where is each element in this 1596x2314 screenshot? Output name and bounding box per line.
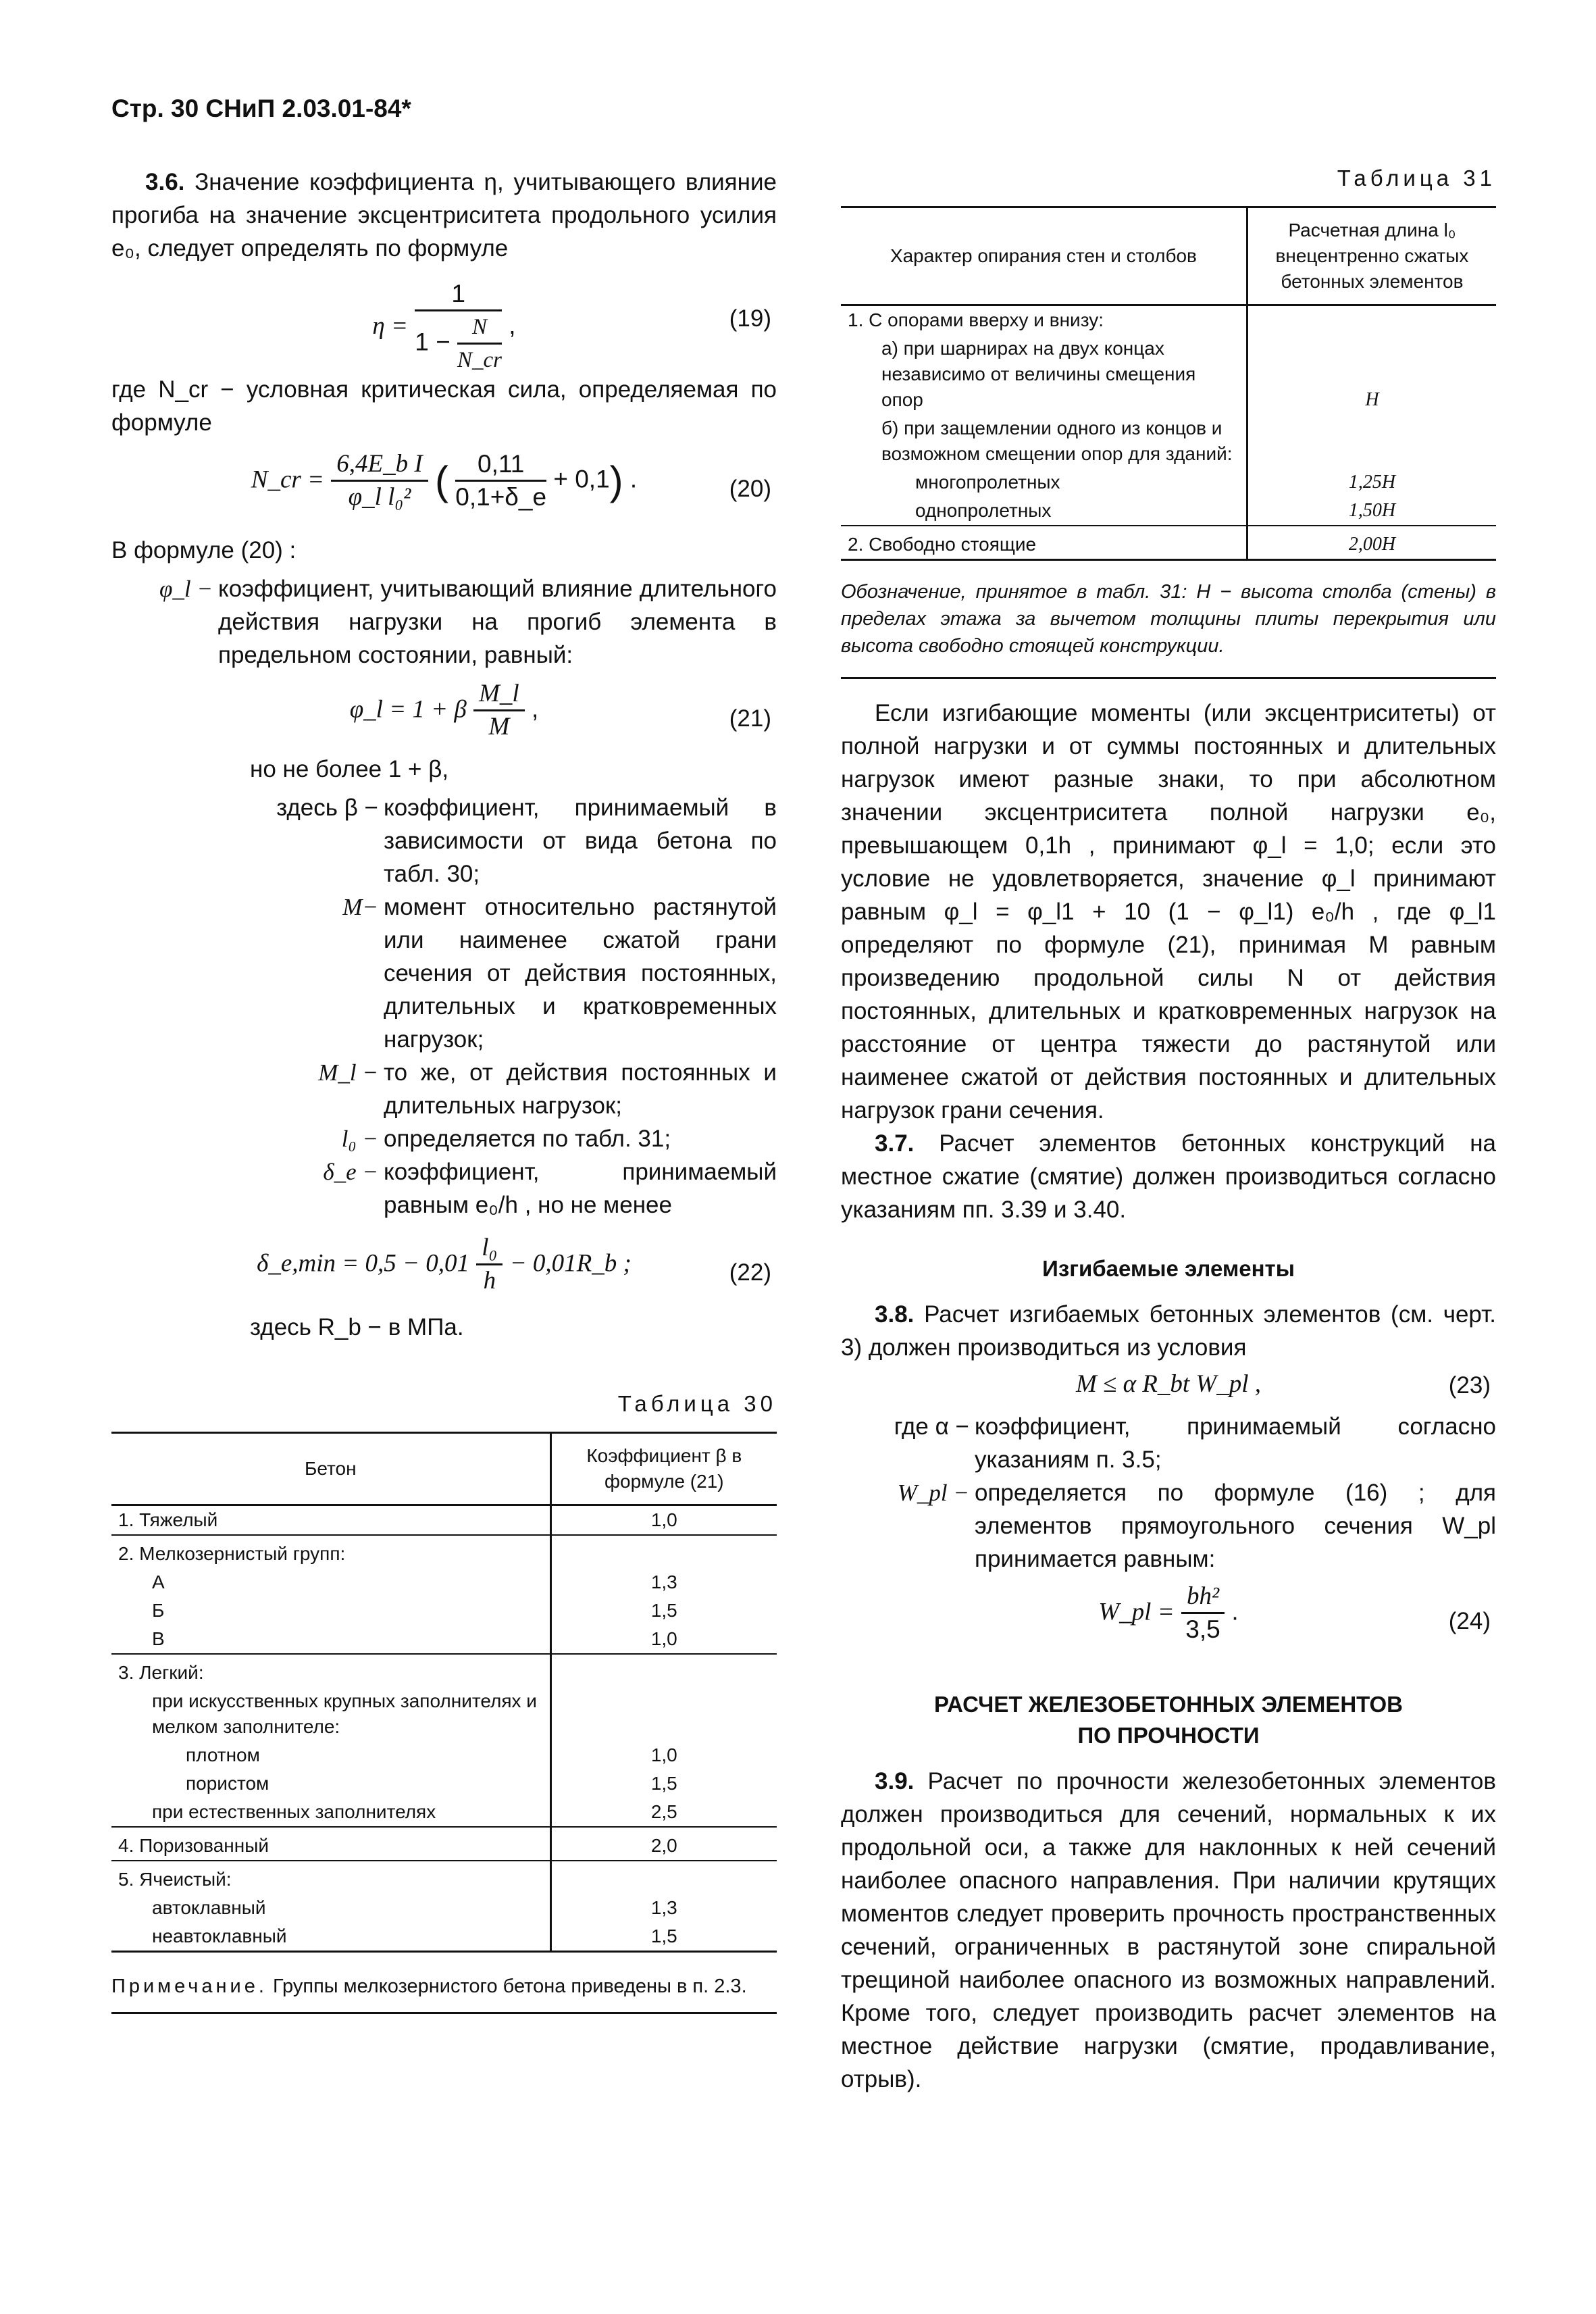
table-cell-value: 1,5: [550, 1922, 777, 1952]
inner-denominator: N_cr: [457, 348, 503, 372]
table-31: [841, 206, 1496, 561]
formula-lhs: δ_e,min = 0,5 − 0,01: [257, 1249, 469, 1278]
def-symbol: W_pl −: [897, 1480, 969, 1506]
divider: [111, 2012, 777, 2014]
table-cell-label: 5. Ячеистый:: [111, 1861, 550, 1894]
table-row: [111, 1535, 777, 1568]
numerator: 1: [415, 278, 502, 311]
def-description: коэффициент, принимаемый в зависимости от вида бетона по табл. 30;: [384, 795, 777, 887]
paragraph-3-8: [841, 1298, 1496, 1364]
formula-tail: ,: [509, 311, 516, 339]
rb-note: здесь R_b − в МПа.: [250, 1314, 464, 1340]
table-row: [111, 1625, 777, 1654]
table-row: [111, 1654, 777, 1687]
clause-text: Расчет по прочности железобетонных элементов должен производиться для сечений, нормальных к их продольной оси, а также для наклонных к ней сечений наиболее опасного направления. При наличии крутящих моментов следует проверить прочность пространственных сечений, ограниченных в растянутой зоне спиральной трещиной наиболее опасного из возможных направлений. Кроме того, следует производить расчет элементов на местное действие нагрузки (смятие, продавливание, отрыв).: [841, 1768, 1496, 2092]
table-31-note: Обозначение, принятое в табл. 31: H − высота столба (стены) в пределах этажа за вычетом толщины плиты перекрытия или высота свободно стоящей конструкции.: [841, 581, 1496, 657]
numerator: l₀: [476, 1232, 503, 1265]
table-cell-value: [550, 1535, 777, 1568]
clause-text: Расчет элементов бетонных конструкций на местное сжатие (смятие) должен производиться согласно указаниям пп. 3.39 и 3.40.: [841, 1130, 1496, 1223]
table-cell-value: 1,0: [550, 1505, 777, 1536]
table-header: Бетон: [111, 1433, 550, 1505]
table-cell-label: однопролетных: [915, 500, 1052, 521]
clause-text: Значение коэффициента η, учитывающего влияние прогиба на значение эксцентриситета продольного усилия e₀, следует определять по формуле: [111, 169, 777, 261]
formula-number: (23): [1448, 1372, 1491, 1399]
numerator: 6,4E_b I: [331, 449, 428, 482]
table-cell-label: при искусственных крупных заполнителях и мелком заполнителе:: [152, 1690, 537, 1737]
def-phi-l: [111, 572, 777, 672]
clause-number: 3.8.: [875, 1301, 915, 1328]
formula-number: (22): [729, 1259, 771, 1286]
page-header: Стр. 30 СНиП 2.03.01-84*: [111, 95, 411, 122]
table-cell-value: [550, 1687, 777, 1741]
formula-rest: + 0,1: [553, 465, 610, 493]
formula-24: [841, 1581, 1496, 1655]
formula-body: M ≤ α R_bt W_pl ,: [1075, 1370, 1262, 1398]
table-row: [111, 1505, 777, 1536]
table-row: [111, 1687, 777, 1741]
table-31-caption: Таблица 31: [1337, 166, 1496, 191]
table-cell-value: 1,0: [550, 1625, 777, 1654]
def-symbol: l₀ −: [341, 1126, 378, 1152]
formula-lhs: N_cr =: [251, 466, 324, 494]
def-description: то же, от действия постоянных и длительных нагрузок;: [384, 1059, 777, 1119]
table-row: [111, 1922, 777, 1952]
formula-lhs: φ_l = 1 + β: [349, 695, 467, 724]
formula-23: [841, 1364, 1496, 1405]
formula-21: [111, 678, 777, 753]
inner-numerator: N: [457, 311, 502, 345]
table-header: Коэффициент β в формуле (21): [550, 1433, 777, 1505]
numerator: M_l: [473, 678, 525, 711]
table-cell-label: 3. Легкий:: [111, 1654, 550, 1687]
table-cell-label: В: [152, 1628, 165, 1649]
fraction: [331, 449, 428, 513]
fraction-inner: [455, 449, 546, 513]
table-cell-label: б) при защемлении одного из концов и возможном смещении опор для зданий:: [881, 418, 1233, 464]
table-body: [841, 305, 1496, 560]
table-cell-value: 1,50H: [1247, 497, 1496, 526]
table-cell-value: 1,25H: [1247, 468, 1496, 497]
def-description: момент относительно растянутой или наименее сжатой грани сечения от действия постоянных, длительных и кратковременных нагрузок;: [384, 894, 777, 1053]
table-cell-label: 1. С опорами вверху и внизу:: [848, 309, 1104, 330]
table-cell-label: А: [152, 1571, 165, 1592]
divider: [841, 677, 1496, 679]
table-row: [841, 305, 1496, 335]
fraction: [476, 1232, 503, 1297]
formula-number: (19): [729, 305, 771, 332]
def-symbol: M−: [342, 894, 378, 920]
paragraph-3-9: [841, 1765, 1496, 2096]
table-30-caption: Таблица 30: [617, 1391, 777, 1416]
def-description: коэффициент, принимаемый равным e₀/h , но не менее: [384, 1159, 777, 1218]
table-cell-value: 1,5: [550, 1596, 777, 1625]
table-cell-label: неавтоклавный: [111, 1922, 550, 1952]
table-cell-value: 2,5: [550, 1798, 777, 1827]
formula-tail: ,: [532, 695, 539, 723]
table-row: [111, 1894, 777, 1922]
table-cell-label: а) при шарнирах на двух концах независимо от величины смещения опор: [881, 338, 1196, 410]
table-row: [841, 414, 1496, 468]
section-heading: Изгибаемые элементы: [1042, 1256, 1295, 1281]
clause-number: 3.7.: [875, 1130, 915, 1157]
def-symbol: где α −: [894, 1413, 969, 1440]
def-description: коэффициент, принимаемый согласно указаниям п. 3.5;: [975, 1413, 1496, 1473]
def-symbol: здесь β −: [276, 795, 378, 821]
table-cell-value: 1,3: [550, 1894, 777, 1922]
table-cell-value: [1247, 305, 1496, 335]
def-ml: [111, 1056, 777, 1122]
denominator: M: [488, 713, 510, 740]
paragraph-moments: Если изгибающие моменты (или эксцентриситеты) от полной нагрузки и от суммы постоянных и длительных нагрузок имеют разные знаки, то при абсолютном значении эксцентриситета полной нагрузки e₀, превышающем 0,1h , принимают φ_l = 1,0; если это условие не удовлетворяется, значение φ_l принимают равным φ_l = φ_l1 + 10 (1 − φ_l1) e₀/h , где φ_l1 определяют по формуле (21), принимая M равным произведению продольной силы N от действия постоянных, длительных и кратковременных нагрузок на расстояние от центра тяжести до растянутой или наименее сжатой от действия постоянных и длительных нагрузок грани сечения.: [841, 700, 1496, 1124]
table-cell-value: H: [1247, 334, 1496, 414]
table-row: [111, 1769, 777, 1798]
definitions-list: [111, 791, 777, 1222]
denominator: h: [483, 1267, 496, 1294]
table-cell-label: 2. Мелкозернистый групп:: [111, 1535, 550, 1568]
fraction: [1181, 1581, 1225, 1645]
table-row: [841, 334, 1496, 414]
fraction: [473, 678, 525, 743]
close-paren: ): [609, 458, 623, 503]
formula-19: [111, 278, 777, 372]
denominator: φ_l l₀²: [348, 483, 411, 511]
open-paren: (: [435, 458, 448, 503]
section-heading: РАСЧЕТ ЖЕЛЕЗОБЕТОННЫХ ЭЛЕМЕНТОВ ПО ПРОЧНОСТИ: [934, 1692, 1403, 1748]
denominator-prefix: 1 −: [415, 328, 451, 356]
table-cell-value: 2,00H: [1247, 526, 1496, 560]
formula-number: (24): [1448, 1608, 1491, 1634]
table-row: [111, 1568, 777, 1596]
def-beta: [111, 791, 777, 890]
def-symbol: φ_l −: [159, 576, 213, 602]
table-row: [111, 1861, 777, 1894]
definitions-list: [841, 1410, 1496, 1576]
table-cell-value: 1,5: [550, 1769, 777, 1798]
table-30: [111, 1432, 777, 1953]
table-cell-value: [1247, 414, 1496, 468]
note-text: Группы мелкозернистого бетона приведены в п. 2.3.: [272, 1976, 747, 1997]
def-l0: [111, 1122, 777, 1155]
fraction: [415, 278, 502, 376]
table-row: [111, 1741, 777, 1769]
not-more-note: но не более 1 + β,: [250, 756, 449, 782]
table-cell-value: 1,0: [550, 1741, 777, 1769]
numerator: 0,11: [455, 449, 546, 482]
table-row: [841, 468, 1496, 497]
ncr-definition: где N_cr − условная критическая сила, определяемая по формуле: [111, 376, 777, 436]
inner-fraction: [457, 311, 502, 376]
clause-number: 3.9.: [875, 1768, 915, 1794]
table-cell-label: Б: [152, 1600, 165, 1621]
table-cell-label: многопролетных: [915, 472, 1060, 493]
formula-number: (20): [729, 476, 771, 502]
table-row: [111, 1798, 777, 1827]
table-row: [111, 1596, 777, 1625]
paragraph-3-7: [841, 1127, 1496, 1226]
table-cell-label: 4. Поризованный: [111, 1827, 550, 1861]
right-column: [841, 166, 1496, 2096]
note-label: Примечание.: [111, 1976, 267, 1997]
formula-rest: − 0,01R_b ;: [509, 1249, 632, 1278]
denominator: 0,1+δ_e: [455, 483, 547, 511]
left-column: [111, 166, 777, 2032]
table-30-note: [111, 1973, 777, 2000]
def-m: [111, 890, 777, 1056]
def-symbol: M_l −: [318, 1059, 378, 1086]
paragraph-3-6: [111, 166, 777, 265]
table-row: [841, 526, 1496, 560]
numerator: bh²: [1181, 1581, 1225, 1614]
in-formula-20: В формуле (20) :: [111, 537, 297, 563]
def-description: определяется по табл. 31;: [384, 1126, 671, 1152]
table-header: Характер опирания стен и столбов: [841, 207, 1247, 305]
table-cell-label: 2. Свободно стоящие: [841, 526, 1247, 560]
formula-tail: .: [1231, 1597, 1239, 1626]
table-cell-value: [550, 1654, 777, 1687]
table-cell-label: автоклавный: [152, 1897, 266, 1918]
table-body: [111, 1505, 777, 1952]
def-wpl: [841, 1476, 1496, 1576]
formula-lhs: η =: [372, 311, 408, 340]
clause-number: 3.6.: [145, 169, 185, 195]
table-cell-value: [550, 1861, 777, 1894]
table-row: [111, 1827, 777, 1861]
table-cell-label: при естественных заполнителях: [152, 1801, 436, 1822]
table-cell-value: 2,0: [550, 1827, 777, 1861]
table-cell-label: плотном: [186, 1744, 260, 1765]
def-alpha: [841, 1410, 1496, 1476]
def-description: определяется по формуле (16) ; для элементов прямоугольного сечения W_pl принимается равным:: [975, 1480, 1496, 1572]
def-description: коэффициент, учитывающий влияние длительного действия нагрузки на прогиб элемента в предельном состоянии, равный:: [218, 576, 777, 668]
denominator: [415, 311, 502, 376]
denominator: 3,5: [1185, 1615, 1220, 1643]
formula-lhs: W_pl =: [1098, 1598, 1175, 1626]
formula-number: (21): [729, 705, 771, 732]
def-symbol: δ_e −: [323, 1159, 378, 1185]
table-header: Расчетная длина l₀ внецентренно сжатых бетонных элементов: [1247, 207, 1496, 305]
table-cell-value: 1,3: [550, 1568, 777, 1596]
formula-22: [111, 1232, 777, 1307]
table-cell-label: пористом: [186, 1773, 269, 1794]
table-cell-label: 1. Тяжелый: [118, 1509, 218, 1530]
def-delta-e: [111, 1155, 777, 1222]
clause-text: Расчет изгибаемых бетонных элементов (см. черт. 3) должен производиться из условия: [841, 1301, 1496, 1361]
table-row: [841, 497, 1496, 526]
formula-20: N_cr = $\frac{\text{6,4E\_b I}}{\text{φ\_l l₀²}}$ ( $\frac{0,11}{0,1+\delta\_e}$ + 0,1) . (20): [111, 449, 777, 523]
